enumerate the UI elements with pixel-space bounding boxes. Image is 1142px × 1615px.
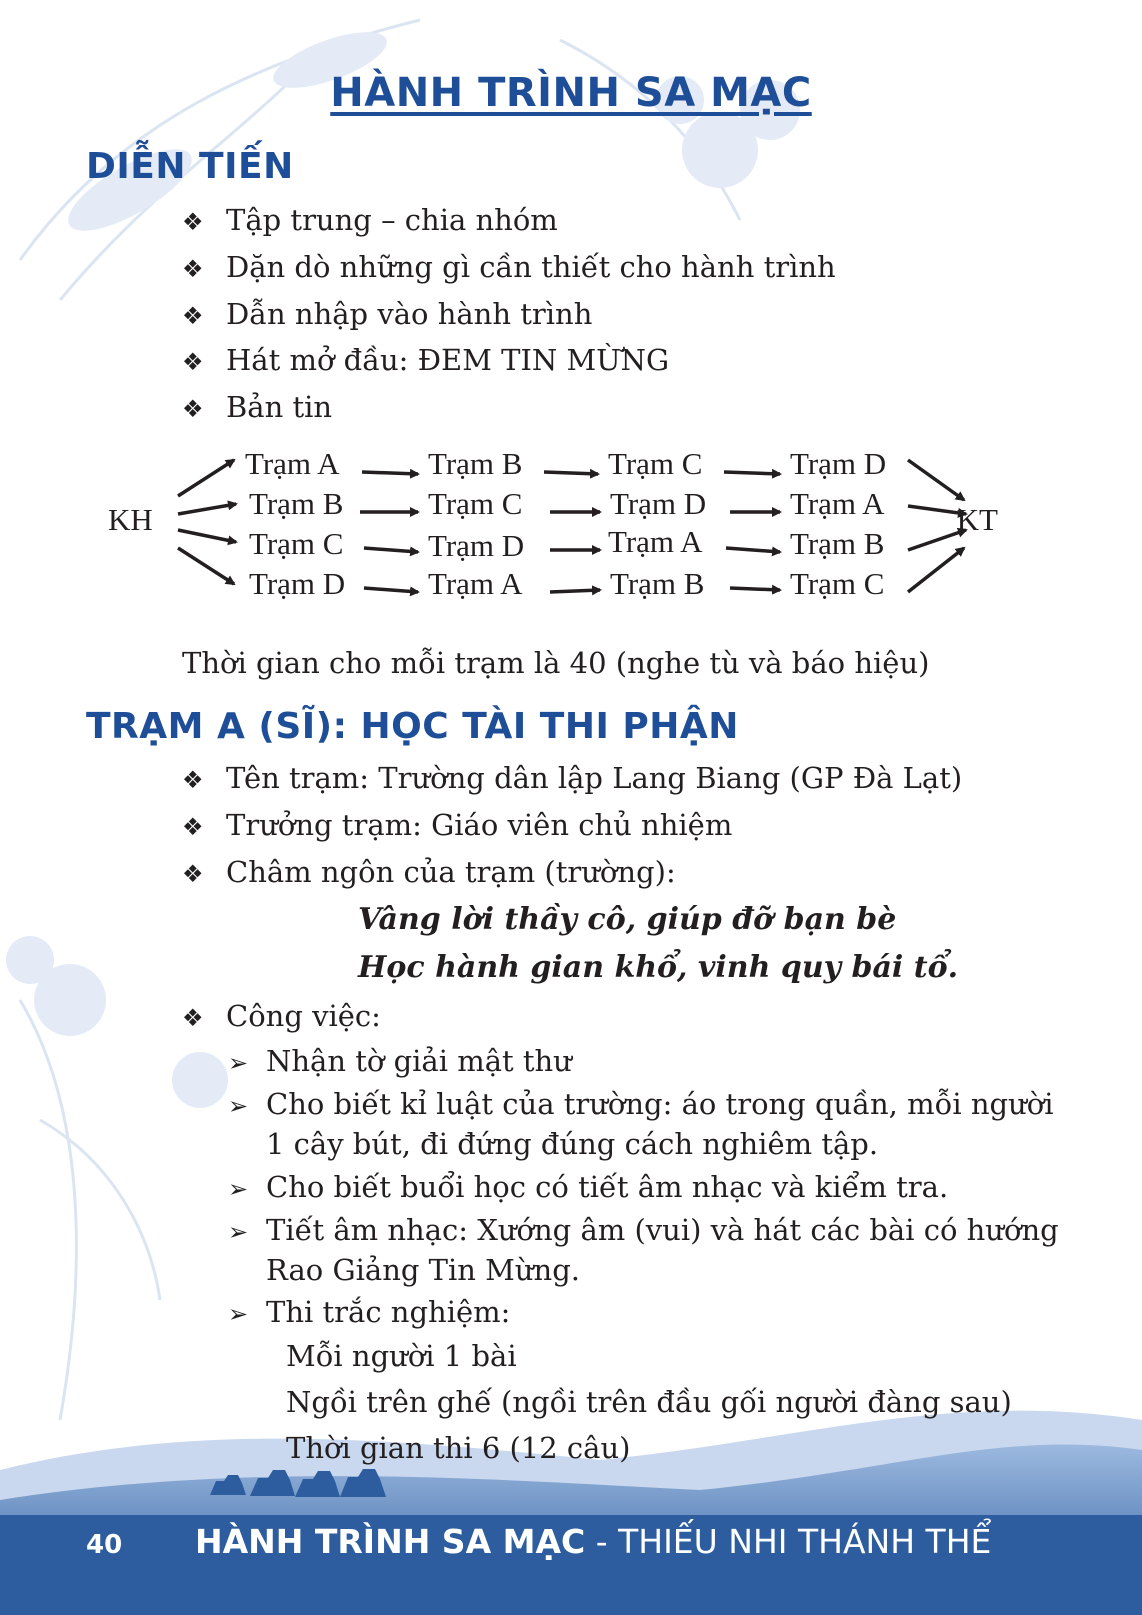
station-label: Trạm C [428,486,523,521]
station-label: Trạm D [428,528,525,563]
list-item [182,760,962,798]
list-item-text: Bản tin [226,390,333,424]
list-item [182,202,558,240]
task-item [228,1043,572,1081]
station-label: Trạm A [245,452,340,481]
time-note: Thời gian cho mỗi trạm là 40 (nghe tù và báo hiệu) [182,646,930,680]
footer-book-title [195,1522,991,1561]
list-item [182,389,332,427]
task-text: Nhận tờ giải mật thư [266,1044,572,1078]
rotation-arrows [360,472,780,592]
list-item [182,998,381,1036]
diamond-bullet-icon: ❖ [182,255,204,283]
task-text: Cho biết buổi học có tiết âm nhạc và kiểm tra. [266,1170,949,1204]
footer-title-bold: HÀNH TRÌNH SA MẠC [195,1522,586,1561]
list-item-text: Dặn dò những gì cần thiết cho hành trình [226,250,836,284]
diamond-bullet-icon: ❖ [182,395,204,423]
list-item-text: Tập trung – chia nhóm [226,203,558,237]
station-label: Trạm A [608,524,703,559]
station-label: Trạm B [249,486,344,521]
arrow-bullet-icon: ➢ [228,1300,249,1328]
list-item-text: Châm ngôn của trạm (trường): [226,855,676,889]
diamond-bullet-icon: ❖ [182,1004,204,1032]
station-label: Trạm A [428,566,523,601]
list-item-text: Hát mở đầu: ĐEM TIN MỪNG [226,343,670,377]
task-item [228,1086,1054,1124]
arrow-bullet-icon: ➢ [228,1049,249,1077]
task-item [228,1212,1059,1250]
station-label: Trạm D [610,486,707,521]
station-label: Trạm D [790,452,887,481]
task-text-continued: 1 cây bút, đi đứng đúng cách nghiêm tập. [266,1127,879,1161]
task-item [228,1294,510,1332]
station-rotation-diagram [100,452,1000,622]
task-text: Cho biết kỉ luật của trường: áo trong quần, mỗi người [266,1087,1054,1121]
list-item-text: Công việc: [226,999,381,1033]
station-label: Trạm B [790,526,885,561]
footer-title-light: THIẾU NHI THÁNH THỂ [618,1522,992,1561]
task-text-continued: Rao Giảng Tin Mừng. [266,1253,581,1287]
task-text: Tiết âm nhạc: Xướng âm (vui) và hát các bài có hướng [266,1213,1059,1247]
list-item-text: Tên trạm: Trường dân lập Lang Biang (GP Đà Lạt) [226,761,963,795]
list-item [182,807,732,845]
list-item-text: Trưởng trạm: Giáo viên chủ nhiệm [226,808,733,842]
list-item-text: Dẫn nhập vào hành trình [226,297,593,331]
list-item [182,249,836,287]
diamond-bullet-icon: ❖ [182,860,204,888]
diamond-bullet-icon: ❖ [182,766,204,794]
task-item [228,1169,948,1207]
station-label: Trạm C [249,526,344,561]
list-item [182,342,669,380]
station-label: Trạm B [428,452,523,481]
page-title: HÀNH TRÌNH SA MẠC [330,70,812,116]
fan-out-arrows [178,460,236,584]
station-label: Trạm A [790,486,885,521]
task-text: Thi trắc nghiệm: [266,1295,511,1329]
footer-separator: - [585,1522,619,1561]
list-item [182,854,676,892]
section-heading-dien-tien: DIỄN TIẾN [86,146,294,187]
diamond-bullet-icon: ❖ [182,302,204,330]
end-label: KT [956,502,998,537]
start-label: KH [108,502,153,537]
diamond-bullet-icon: ❖ [182,348,204,376]
motto-line: Vâng lời thầy cô, giúp đỡ bạn bè [358,902,897,937]
list-item [182,296,592,334]
page-number: 40 [86,1530,123,1560]
section-heading-tram-a: TRẠM A (SĨ): HỌC TÀI THI PHẬN [86,706,739,747]
diamond-bullet-icon: ❖ [182,208,204,236]
motto-line: Học hành gian khổ, vinh quy bái tổ. [358,950,959,985]
station-label: Trạm D [249,566,346,601]
arrow-bullet-icon: ➢ [228,1175,249,1203]
exam-detail: Mỗi người 1 bài [286,1339,517,1373]
station-label: Trạm C [608,452,703,481]
arrow-bullet-icon: ➢ [228,1218,249,1246]
exam-detail: Thời gian thi 6 (12 câu) [286,1431,631,1465]
station-label: Trạm B [610,566,705,601]
arrow-bullet-icon: ➢ [228,1092,249,1120]
diamond-bullet-icon: ❖ [182,813,204,841]
exam-detail: Ngồi trên ghế (ngồi trên đầu gối người đàng sau) [286,1385,1012,1419]
station-label: Trạm C [790,566,885,601]
